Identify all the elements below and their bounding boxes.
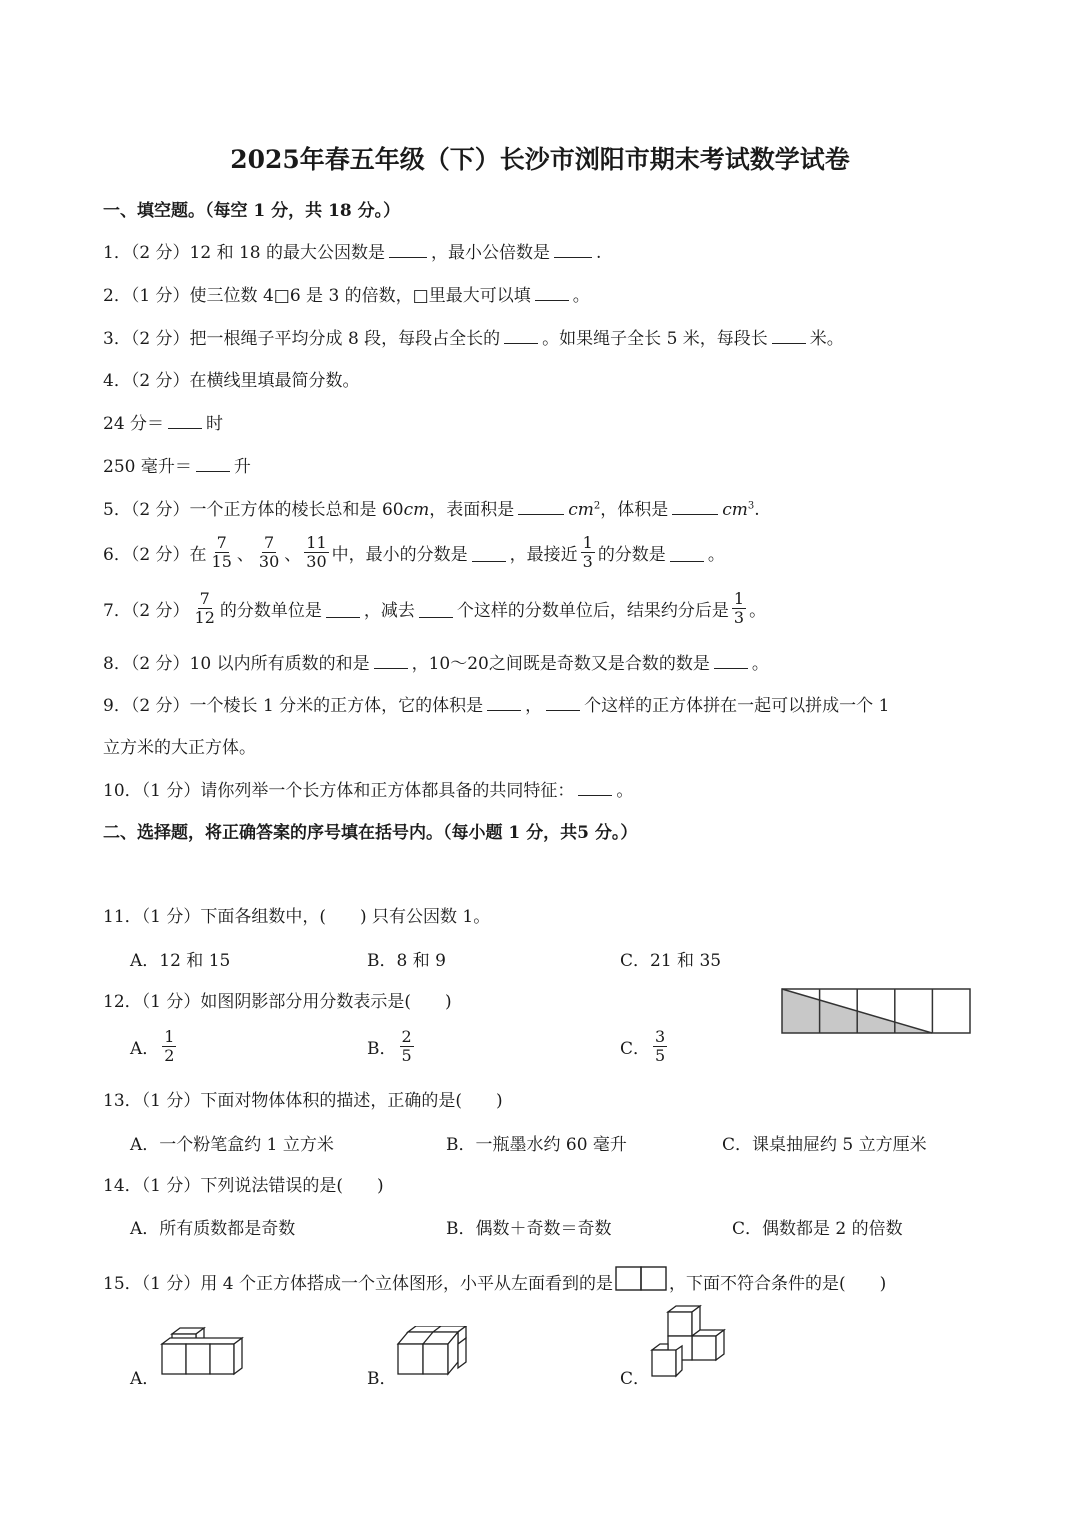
question-6 <box>103 530 725 574</box>
q6-text: 6．（2 分）在 <box>103 544 207 565</box>
q15-text: 15．（1 分）用 4 个正方体搭成一个立体图形，小平从左面看到的是 <box>103 1274 613 1294</box>
option-a[interactable]: A．12 和 15 <box>130 951 231 971</box>
answer-blank[interactable] <box>374 650 408 669</box>
fraction <box>653 1028 667 1065</box>
denominator: 12 <box>194 607 215 627</box>
q9-text: 个这样的正方体拼在一起可以拼成一个 1 <box>584 696 890 716</box>
cube-figure-a <box>158 1326 250 1382</box>
option-b[interactable]: B． <box>367 1369 397 1389</box>
answer-blank[interactable] <box>326 599 360 618</box>
question-9 <box>103 691 889 716</box>
shaded-rectangle-figure <box>780 987 974 1035</box>
option-b[interactable] <box>367 1024 417 1068</box>
numerator: 7 <box>216 532 227 552</box>
q6-text: 的分数是 <box>597 544 666 565</box>
option-label: C． <box>620 1038 651 1059</box>
question-14: 14．（1 分）下列说法错误的是( ) <box>103 1176 384 1196</box>
numerator: 1 <box>582 532 593 552</box>
answer-blank[interactable] <box>670 543 704 562</box>
denominator: 3 <box>733 607 745 627</box>
option-a[interactable] <box>130 1024 179 1068</box>
numerator: 2 <box>401 1026 412 1046</box>
question-10 <box>103 776 633 801</box>
q7-text: 的分数单位是 <box>219 600 322 621</box>
numerator: 7 <box>263 532 275 552</box>
q6-text: 中，最小的分数是 <box>331 544 468 565</box>
q3-text: 米。 <box>809 329 844 349</box>
answer-blank[interactable] <box>535 282 569 301</box>
cube-figure-b <box>394 1326 474 1382</box>
answer-blank[interactable] <box>554 239 592 258</box>
question-4-line-2 <box>103 452 251 477</box>
q7-text: ，减去 <box>363 600 415 621</box>
unit-cm: cm <box>568 500 594 520</box>
q7-text: 7．（2 分） <box>103 600 190 621</box>
q9-text: 9．（2 分）一个棱长 1 分米的正方体，它的体积是 <box>103 696 484 716</box>
page-title: 2025年春五年级（下）长沙市浏阳市期末考试数学试卷 <box>230 145 850 174</box>
q5-text: ，体积是 <box>600 500 669 520</box>
q5-text: . <box>754 500 760 520</box>
q10-text: 10．（1 分）请你列举一个长方体和正方体都具备的共同特征： <box>103 781 575 801</box>
left-view-icon <box>615 1266 667 1292</box>
denominator: 30 <box>258 551 280 571</box>
denominator: 3 <box>582 551 593 571</box>
denominator: 30 <box>306 551 327 571</box>
option-a[interactable]: A．一个粉笔盒约 1 立方米 <box>130 1135 334 1155</box>
answer-blank[interactable] <box>472 543 506 562</box>
unit-cm: cm <box>403 500 430 520</box>
section-2-heading: 二、选择题，将正确答案的序号填在括号内。（每小题 1 分，共5 分。） <box>103 823 638 843</box>
option-c[interactable]: C．课桌抽屉约 5 立方厘米 <box>722 1135 927 1155</box>
numerator: 1 <box>164 1026 175 1046</box>
q6-text: 、 <box>284 544 302 565</box>
unit-cm: cm <box>722 500 748 520</box>
answer-blank[interactable] <box>504 325 538 344</box>
option-c[interactable]: C．21 和 35 <box>620 951 722 971</box>
q10-text: 。 <box>616 781 634 801</box>
answer-blank[interactable] <box>578 777 612 796</box>
question-11: 11．（1 分）下面各组数中，( ) 只有公因数 1。 <box>103 907 491 927</box>
q5-text: ，表面积是 <box>429 500 515 520</box>
question-1 <box>103 238 601 263</box>
q4-text: 250 毫升＝ <box>103 457 192 477</box>
fraction <box>162 1028 176 1065</box>
fraction <box>581 534 595 571</box>
option-label: A． <box>130 1038 160 1059</box>
answer-blank[interactable] <box>389 239 427 258</box>
question-4-line-1 <box>103 409 223 434</box>
question-5 <box>103 495 760 520</box>
denominator: 5 <box>655 1045 666 1065</box>
unit-exponent: 3 <box>747 500 755 512</box>
q2-text: 2．（1 分）使三位数 4□6 是 3 的倍数，□里最大可以填 <box>103 286 531 306</box>
unit-exponent: 2 <box>593 500 601 512</box>
fraction <box>732 590 746 627</box>
answer-blank[interactable] <box>518 496 564 515</box>
answer-blank[interactable] <box>714 650 748 669</box>
option-c[interactable] <box>620 1024 670 1068</box>
q5-text: 5．（2 分）一个正方体的棱长总和是 60 <box>103 500 404 520</box>
q8-text: ，10～20之间既是奇数又是合数的数是 <box>411 654 710 674</box>
option-b[interactable]: B．偶数＋奇数＝奇数 <box>446 1219 612 1239</box>
cube-figure-c <box>648 1302 728 1382</box>
question-8 <box>103 649 769 674</box>
numerator: 3 <box>655 1026 666 1046</box>
q15-text: ，下面不符合条件的是( ) <box>668 1274 887 1294</box>
numerator: 1 <box>733 588 745 608</box>
fraction <box>257 534 281 571</box>
q6-text: 。 <box>707 544 725 565</box>
question-12: 12．（1 分）如图阴影部分用分数表示是( ) <box>103 992 452 1012</box>
q2-text: 。 <box>572 286 590 306</box>
q3-text: 。如果绳子全长 5 米，每段长 <box>542 329 768 349</box>
answer-blank[interactable] <box>672 496 718 515</box>
numerator: 7 <box>199 588 210 608</box>
numerator: 11 <box>306 532 327 552</box>
q8-text: 。 <box>751 654 769 674</box>
option-a[interactable]: A． <box>130 1369 160 1389</box>
fraction <box>193 590 217 627</box>
option-b[interactable]: B．一瓶墨水约 60 毫升 <box>446 1135 627 1155</box>
question-4: 4．（2 分）在横线里填最简分数。 <box>103 371 360 391</box>
answer-blank[interactable] <box>168 410 202 429</box>
fraction <box>304 534 328 571</box>
question-13: 13．（1 分）下面对物体体积的描述，正确的是( ) <box>103 1091 503 1111</box>
q9-text: ， <box>525 696 543 716</box>
question-7 <box>103 586 766 630</box>
question-2 <box>103 281 590 306</box>
answer-blank[interactable] <box>196 453 230 472</box>
section-1-heading: 一、填空题。（每空 1 分，共 18 分。） <box>103 201 401 221</box>
option-a[interactable]: A．所有质数都是奇数 <box>130 1219 296 1239</box>
q6-text: ，最接近 <box>509 544 578 565</box>
q1-text: . <box>596 243 602 263</box>
q6-text: 、 <box>236 544 254 565</box>
question-3 <box>103 324 844 349</box>
denominator: 15 <box>211 551 232 571</box>
option-b[interactable]: B．8 和 9 <box>367 951 446 971</box>
option-c[interactable]: C． <box>620 1369 651 1389</box>
fraction <box>210 534 234 571</box>
denominator: 2 <box>164 1045 175 1065</box>
q4-text: 升 <box>233 457 251 477</box>
q7-text: 。 <box>749 600 767 621</box>
answer-blank[interactable] <box>419 599 453 618</box>
q1-text: ，最小公倍数是 <box>431 243 551 263</box>
q7-text: 个这样的分数单位后，结果约分后是 <box>456 600 729 621</box>
question-15 <box>103 1266 886 1294</box>
option-c[interactable]: C．偶数都是 2 的倍数 <box>732 1219 903 1239</box>
option-label: B． <box>367 1038 397 1059</box>
q8-text: 8．（2 分）10 以内所有质数的和是 <box>103 654 370 674</box>
fraction <box>400 1028 414 1065</box>
q4-text: 24 分＝ <box>103 414 165 434</box>
answer-blank[interactable] <box>546 692 580 711</box>
q3-text: 3．（2 分）把一根绳子平均分成 8 段，每段占全长的 <box>103 329 501 349</box>
answer-blank[interactable] <box>487 692 521 711</box>
question-9-line-2: 立方米的大正方体。 <box>103 738 256 758</box>
q4-text: 时 <box>206 414 224 434</box>
denominator: 5 <box>401 1045 412 1065</box>
q1-text: 1．（2 分）12 和 18 的最大公因数是 <box>103 243 386 263</box>
answer-blank[interactable] <box>772 325 806 344</box>
